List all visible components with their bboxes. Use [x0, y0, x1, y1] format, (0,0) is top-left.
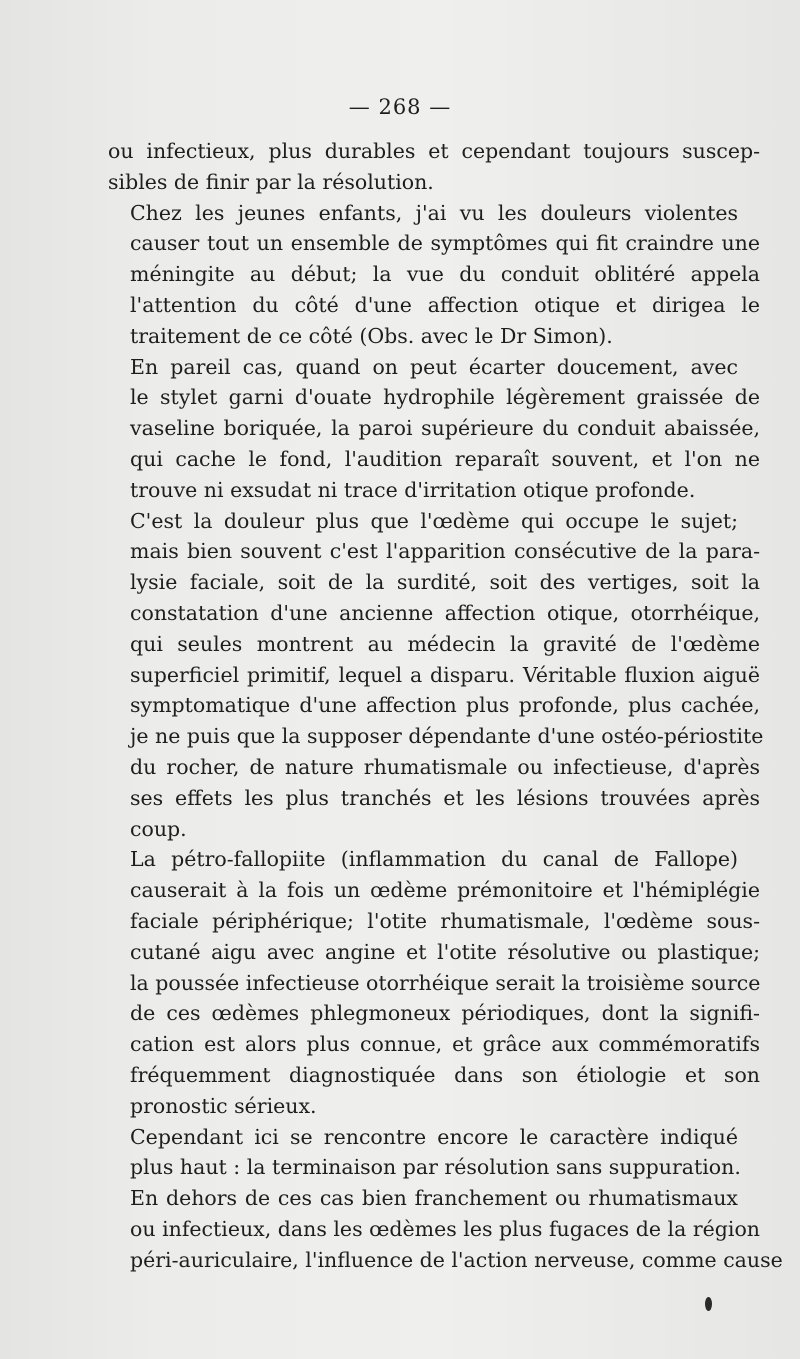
- text-line: En dehors de ces cas bien franchement ou rhumatismaux: [130, 1186, 738, 1211]
- paragraph: [108, 1183, 783, 1275]
- paragraph: [108, 198, 760, 352]
- text-line: superficiel primitif, lequel a disparu. Véritable fluxion aiguë: [130, 662, 760, 687]
- text-line: ses effets les plus tranchés et les lésions trouvées après: [130, 785, 760, 810]
- text-line: symptomatique d'une affection plus profonde, plus cachée,: [130, 693, 760, 718]
- text-line: vaseline boriquée, la paroi supérieure du conduit abaissée,: [130, 416, 760, 441]
- text-line: lysie faciale, soit de la surdité, soit des vertiges, soit la: [130, 570, 760, 595]
- text-line: qui cache le fond, l'audition reparaît souvent, et l'on ne: [130, 446, 760, 471]
- text-line: faciale périphérique; l'otite rhumatismale, l'œdème sous-: [130, 908, 760, 933]
- text-line: le stylet garni d'ouate hydrophile légèrement graissée de: [130, 385, 760, 410]
- body-text: [108, 136, 783, 1275]
- text-line: causerait à la fois un œdème prémonitoire et l'hémiplégie: [130, 878, 760, 903]
- text-line: l'attention du côté d'une affection otique et dirigea le: [130, 292, 760, 317]
- text-line: Chez les jeunes enfants, j'ai vu les douleurs violentes: [130, 200, 738, 225]
- text-line: cation est alors plus connue, et grâce aux commémoratifs: [130, 1032, 760, 1057]
- text-line: C'est la douleur plus que l'œdème qui occupe le sujet;: [130, 508, 738, 533]
- text-line: sibles de finir par la résolution.: [108, 169, 434, 194]
- text-line: pronostic sérieux.: [130, 1093, 317, 1118]
- paragraph: [108, 136, 760, 198]
- text-line: La pétro-fallopiite (inflammation du canal de Fallope): [130, 847, 738, 872]
- text-line: Cependant ici se rencontre encore le caractère indiqué: [130, 1124, 738, 1149]
- text-line: traitement de ce côté (Obs. avec le Dr Simon).: [130, 323, 613, 348]
- text-line: de ces œdèmes phlegmoneux périodiques, dont la signifi-: [130, 1001, 760, 1026]
- text-line: mais bien souvent c'est l'apparition consécutive de la para-: [130, 539, 760, 564]
- text-line: coup.: [130, 816, 187, 841]
- text-line: péri-auriculaire, l'influence de l'action nerveuse, comme cause: [130, 1247, 783, 1272]
- text-line: constatation d'une ancienne affection otique, otorrhéique,: [130, 600, 760, 625]
- paragraph: [108, 352, 760, 506]
- text-line: plus haut : la terminaison par résolution sans suppuration.: [130, 1155, 741, 1180]
- page-number: — 268 —: [348, 95, 452, 119]
- paragraph: [108, 506, 764, 845]
- text-line: cutané aigu avec angine et l'otite résolutive ou plastique;: [130, 939, 760, 964]
- text-line: méningite au début; la vue du conduit oblitéré appela: [130, 262, 760, 287]
- text-line: je ne puis que la supposer dépendante d'une ostéo-périostite: [130, 724, 764, 749]
- text-line: la poussée infectieuse otorrhéique serait la troisième source: [130, 970, 761, 995]
- text-line: causer tout un ensemble de symptômes qui fit craindre une: [130, 231, 760, 256]
- text-line: ou infectieux, plus durables et cependant toujours suscep-: [108, 139, 760, 163]
- ink-spot: [705, 1297, 712, 1311]
- text-line: fréquemment diagnostiquée dans son étiologie et son: [130, 1062, 760, 1087]
- text-line: trouve ni exsudat ni trace d'irritation otique profonde.: [130, 477, 696, 502]
- text-line: qui seules montrent au médecin la gravité de l'œdème: [130, 631, 760, 656]
- text-line: En pareil cas, quand on peut écarter doucement, avec: [130, 354, 738, 379]
- paragraph: [108, 844, 760, 1121]
- text-line: du rocher, de nature rhumatismale ou infectieuse, d'après: [130, 754, 760, 779]
- text-line: ou infectieux, dans les œdèmes les plus fugaces de la région: [130, 1216, 760, 1241]
- paragraph: [108, 1122, 760, 1184]
